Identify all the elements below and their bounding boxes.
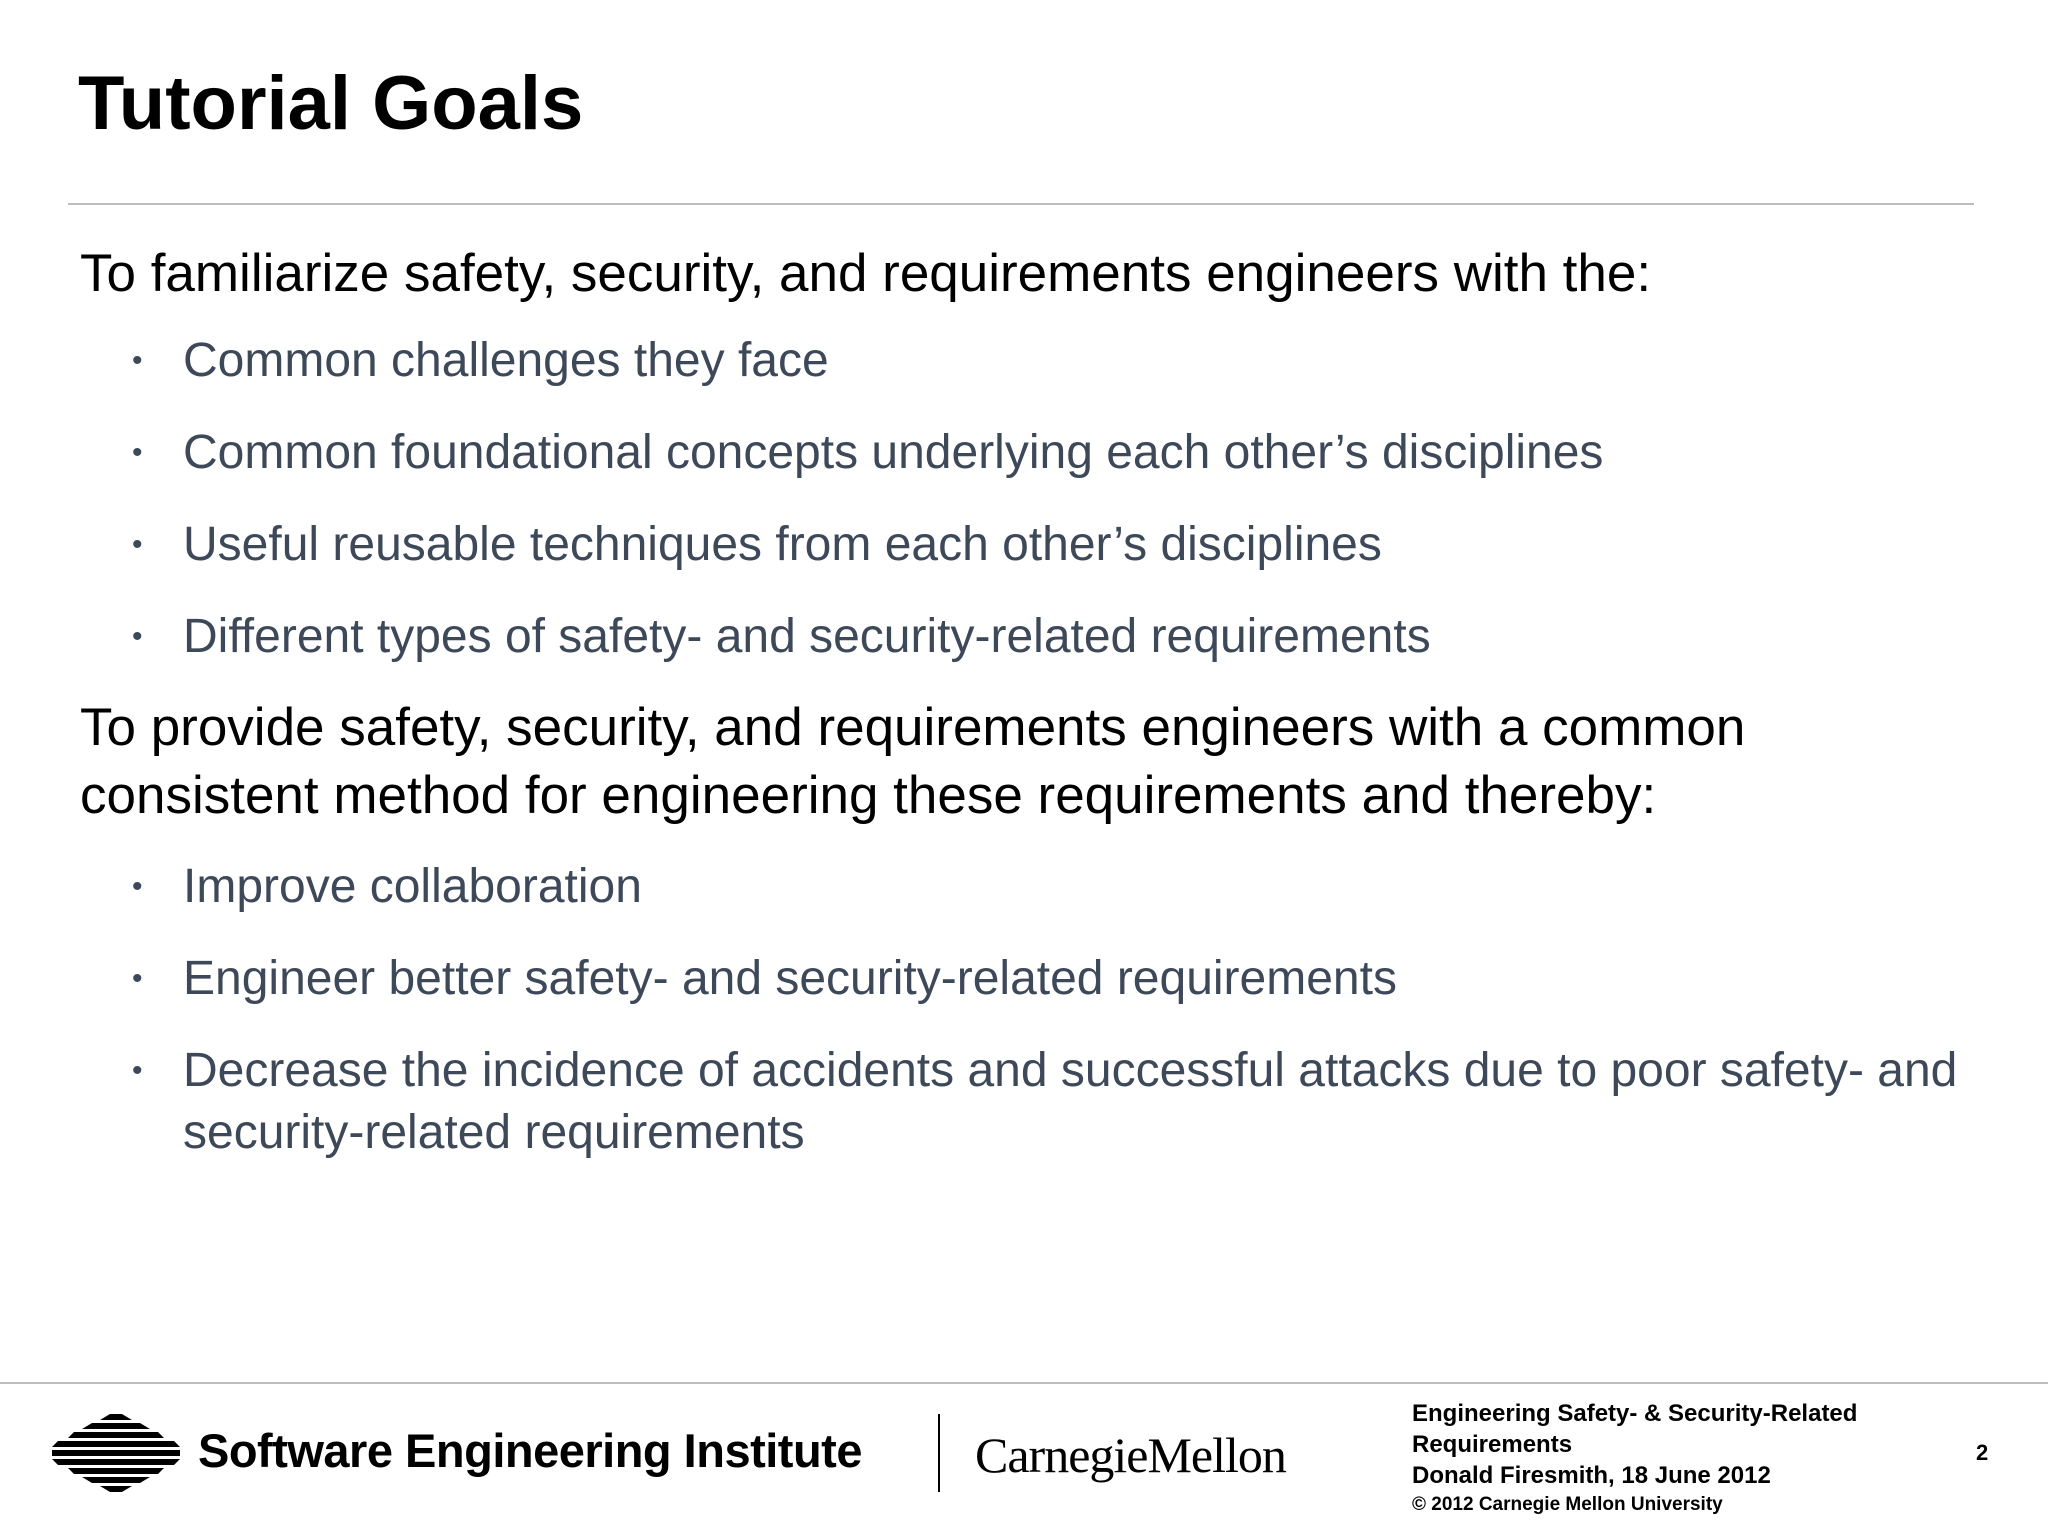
- bullet-dot-icon: •: [132, 1054, 143, 1087]
- bullet-dot-icon: •: [132, 962, 143, 995]
- bullet-item: [80, 422, 1980, 484]
- author-date: Donald Firesmith, 18 June 2012: [1412, 1462, 1771, 1489]
- bullet-item: [80, 1040, 1980, 1164]
- sei-wordmark: Software Engineering Institute: [198, 1424, 862, 1477]
- page-number: 2: [1976, 1440, 1989, 1465]
- bullet-item: [80, 948, 1980, 1010]
- cmu-wordmark: CarnegieMellon: [975, 1427, 1286, 1483]
- bullet-text: Useful reusable techniques from each other’s disciplines: [183, 518, 1382, 571]
- bullet-item: [80, 514, 1980, 576]
- copyright-notice: © 2012 Carnegie Mellon University: [1412, 1494, 1723, 1515]
- bullet-text: Common challenges they face: [183, 334, 829, 387]
- bullet-dot-icon: •: [132, 528, 143, 561]
- bullet-dot-icon: •: [132, 870, 143, 903]
- footer-presentation-info: [1412, 1398, 1912, 1491]
- bullet-dot-icon: •: [132, 344, 143, 377]
- familiarize-bullet-list: [80, 330, 1980, 668]
- bullet-text: Common foundational concepts underlying each other’s disciplines: [183, 426, 1604, 479]
- bullet-text: Engineer better safety- and security-related requirements: [183, 952, 1397, 1005]
- bullet-text: Decrease the incidence of accidents and successful attacks due to poor safety- and security-related requirements: [183, 1044, 1958, 1159]
- bullet-item: [80, 856, 1980, 918]
- slide-title: Tutorial Goals: [78, 61, 584, 146]
- provide-bullet-list: [80, 856, 1980, 1164]
- bullet-item: [80, 606, 1980, 668]
- bullet-dot-icon: •: [132, 436, 143, 469]
- footer-divider: [0, 1382, 2048, 1384]
- section-intro-provide: To provide safety, security, and requirements engineers with a common consistent method for engineering these requirements and thereby:: [80, 698, 1746, 825]
- bullet-dot-icon: •: [132, 620, 143, 653]
- logo-divider: [938, 1414, 940, 1492]
- title-divider: [68, 203, 1974, 205]
- bullet-text: Different types of safety- and security-related requirements: [183, 610, 1431, 663]
- section-intro-familiarize: To familiarize safety, security, and requirements engineers with the:: [80, 244, 1652, 303]
- slide-content: [80, 240, 1980, 1194]
- presentation-title: Engineering Safety- & Security-Related Requirements: [1412, 1400, 1858, 1458]
- sei-striped-logo-icon: [52, 1414, 180, 1492]
- bullet-item: [80, 330, 1980, 392]
- bullet-text: Improve collaboration: [183, 860, 642, 913]
